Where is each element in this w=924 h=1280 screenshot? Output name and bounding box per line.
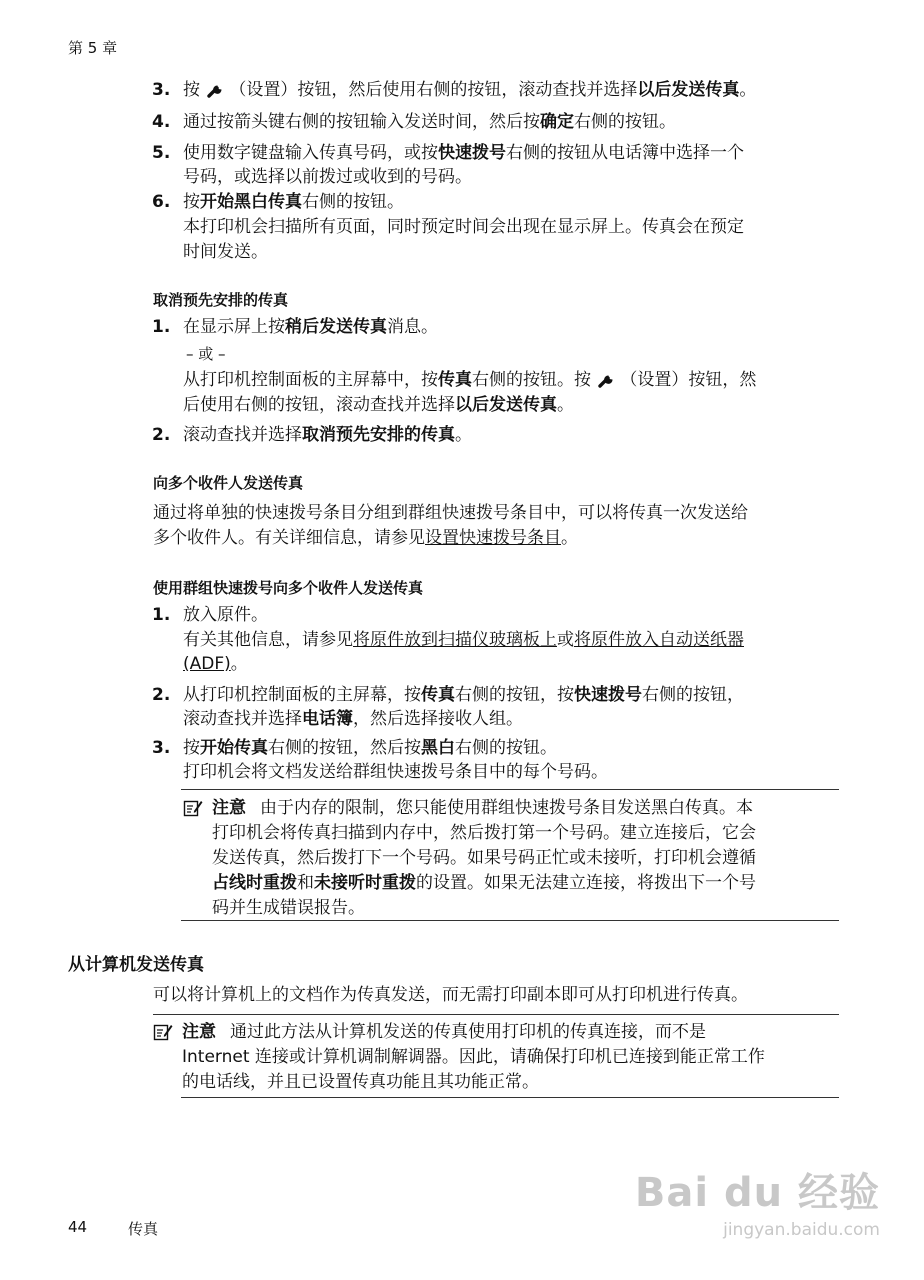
- note-1-line-1: [212, 796, 753, 821]
- text-run: 。: [230, 654, 248, 674]
- step-6-text-cont: 本打印机会扫描所有页面，同时预定时间会出现在显示屏上。传真会在预定: [183, 217, 744, 237]
- text-run: ，然后选择接收人组。: [353, 709, 523, 729]
- note-1-line-3: 发送传真，然后拨打下一个号码。如果号码正忙或未接听，打印机会遵循: [212, 848, 756, 868]
- text-run: 右侧的按钮，然后按: [268, 738, 421, 758]
- text-run: 有关其他信息，请参见: [183, 630, 353, 650]
- text-run: 由于内存的限制，您只能使用群组快速拨号条目发送黑白传真。本: [260, 798, 753, 818]
- menu-term: 取消预先安排的传真: [302, 425, 455, 445]
- step-number: 1.: [152, 605, 171, 625]
- wrench-icon: [598, 370, 618, 388]
- text-run: 。: [455, 425, 472, 445]
- step-number: 3.: [152, 80, 171, 100]
- note-2-line-3: 的电话线，并且已设置传真功能且其功能正常。: [182, 1072, 539, 1092]
- step-4-text: [183, 110, 676, 135]
- note-1-line-2: 打印机会将传真扫描到内存中，然后拨打第一个号码。建立连接后，它会: [212, 823, 756, 843]
- text-run: 右侧的按钮。按: [472, 370, 597, 390]
- setting-term: 占线时重拨: [212, 873, 297, 893]
- text-run: 右侧的按钮从电话簿中选择一个: [506, 143, 744, 163]
- multi-paragraph: 通过将单独的快速拨号条目分组到群组快速拨号条目中，可以将传真一次发送给: [153, 503, 748, 523]
- cancel-step-1-text: [183, 315, 438, 340]
- text-run: 滚动查找并选择: [183, 425, 302, 445]
- cancel-step-1-alt-cont: [183, 393, 574, 418]
- text-run: （设置）按钮，然: [620, 370, 757, 390]
- note-icon: [183, 798, 203, 818]
- step-number: 2.: [152, 425, 171, 445]
- text-run: （设置）按钮，然后使用右侧的按钮，滚动查找并选择: [229, 80, 638, 100]
- baidu-watermark: [635, 1161, 880, 1240]
- text-run: 在显示屏上按: [183, 317, 285, 337]
- group-step-3-cont: 打印机会将文档发送给群组快速拨号条目中的每个号码。: [183, 762, 608, 782]
- text-run: 和: [297, 873, 314, 893]
- setting-term: 未接听时重拨: [314, 873, 416, 893]
- button-term: 传真: [438, 370, 472, 390]
- note-icon: [153, 1022, 173, 1042]
- text-run: 或: [557, 630, 574, 650]
- button-term: 开始黑白传真: [200, 192, 302, 212]
- text-run: 按: [183, 192, 200, 212]
- text-run: 从打印机控制面板的主屏幕，按: [183, 685, 421, 705]
- text-run: 。: [557, 395, 574, 415]
- menu-term: 电话簿: [302, 709, 353, 729]
- speed-dial-link[interactable]: 设置快速拨号条目: [425, 528, 561, 548]
- message-term: 稍后发送传真: [285, 317, 387, 337]
- text-run: 的设置。如果无法建立连接，将拨出下一个号: [416, 873, 756, 893]
- text-run: 。: [561, 528, 578, 548]
- text-run: 消息。: [387, 317, 438, 337]
- group-step-3-text: [183, 736, 557, 761]
- note-1-line-5: 码并生成错误报告。: [212, 898, 365, 918]
- text-run: 。: [739, 80, 757, 100]
- section-heading: 向多个收件人发送传真: [153, 474, 304, 492]
- step-number: 4.: [152, 112, 171, 132]
- note-2-line-1: [182, 1020, 706, 1045]
- text-run: 按: [183, 80, 206, 100]
- text-run: 通过按箭头键右侧的按钮输入发送时间，然后按: [183, 112, 540, 132]
- watermark-logo: Bai du 经验: [634, 1170, 880, 1216]
- text-run: 滚动查找并选择: [183, 709, 302, 729]
- group-step-1-text: 放入原件。: [183, 605, 268, 625]
- group-step-1-more-cont: [183, 652, 248, 677]
- note-rule-top: [153, 1014, 839, 1015]
- text-run: 按: [183, 738, 200, 758]
- section-heading: 使用群组快速拨号向多个收件人发送传真: [153, 579, 424, 597]
- button-term: 快速拨号: [574, 685, 642, 705]
- section-heading: 取消预先安排的传真: [153, 291, 289, 309]
- note-rule-top: [181, 789, 839, 790]
- multi-paragraph-cont: [153, 526, 578, 551]
- adf-link[interactable]: 将原件放入自动送纸器: [574, 630, 744, 650]
- or-separator: – 或 –: [186, 345, 226, 363]
- text-run: 通过此方法从计算机发送的传真使用打印机的传真连接，而不是: [230, 1022, 706, 1042]
- button-term: 确定: [540, 112, 574, 132]
- step-6-text: [183, 190, 404, 215]
- step-number: 5.: [152, 143, 171, 163]
- note-label: 注意: [212, 798, 246, 818]
- step-3-text: [183, 78, 756, 103]
- note-rule-bottom: [181, 1097, 839, 1098]
- text-run: 右侧的按钮。: [574, 112, 676, 132]
- text-run: 右侧的按钮，按: [455, 685, 574, 705]
- group-step-2-text: [183, 683, 744, 708]
- section-heading: 从计算机发送传真: [68, 955, 204, 975]
- cancel-step-2-text: [183, 423, 472, 448]
- note-label: 注意: [182, 1022, 216, 1042]
- footer-section: 传真: [128, 1220, 159, 1238]
- text-run: 从打印机控制面板的主屏幕中，按: [183, 370, 438, 390]
- button-term: 传真: [421, 685, 455, 705]
- note-rule-bottom: [181, 920, 839, 921]
- menu-term: 以后发送传真: [455, 395, 557, 415]
- text-run: 多个收件人。有关详细信息，请参见: [153, 528, 425, 548]
- glass-link[interactable]: 将原件放到扫描仪玻璃板上: [353, 630, 557, 650]
- watermark-url: jingyan.baidu.com: [723, 1220, 880, 1240]
- button-term: 快速拨号: [438, 143, 506, 163]
- group-step-1-more: [183, 628, 744, 653]
- text-run: 后使用右侧的按钮，滚动查找并选择: [183, 395, 455, 415]
- step-number: 6.: [152, 192, 171, 212]
- text-run: 右侧的按钮，: [642, 685, 744, 705]
- cancel-step-1-alt: [183, 368, 756, 393]
- step-number: 3.: [152, 738, 171, 758]
- step-5-text-cont: 号码，或选择以前拨过或收到的号码。: [183, 167, 472, 187]
- group-step-2-cont: [183, 707, 523, 732]
- text-run: 使用数字键盘输入传真号码，或按: [183, 143, 438, 163]
- step-number: 1.: [152, 317, 171, 337]
- button-term: 开始传真: [200, 738, 268, 758]
- adf-link-cont[interactable]: (ADF): [183, 654, 231, 674]
- step-number: 2.: [152, 685, 171, 705]
- chapter-label: 第 5 章: [68, 39, 118, 57]
- button-term: 黑白: [421, 738, 455, 758]
- step-5-text: [183, 141, 744, 166]
- menu-term: 以后发送传真: [637, 80, 740, 100]
- note-1-line-4: [212, 871, 756, 896]
- page-number: 44: [68, 1218, 88, 1236]
- text-run: 右侧的按钮。: [302, 192, 404, 212]
- step-6-text-cont: 时间发送。: [183, 242, 268, 262]
- text-run: 右侧的按钮。: [455, 738, 557, 758]
- wrench-icon: [207, 80, 227, 98]
- note-2-line-2: Internet 连接或计算机调制解调器。因此，请确保打印机已连接到能正常工作: [182, 1047, 765, 1067]
- computer-paragraph: 可以将计算机上的文档作为传真发送，而无需打印副本即可从打印机进行传真。: [153, 985, 748, 1005]
